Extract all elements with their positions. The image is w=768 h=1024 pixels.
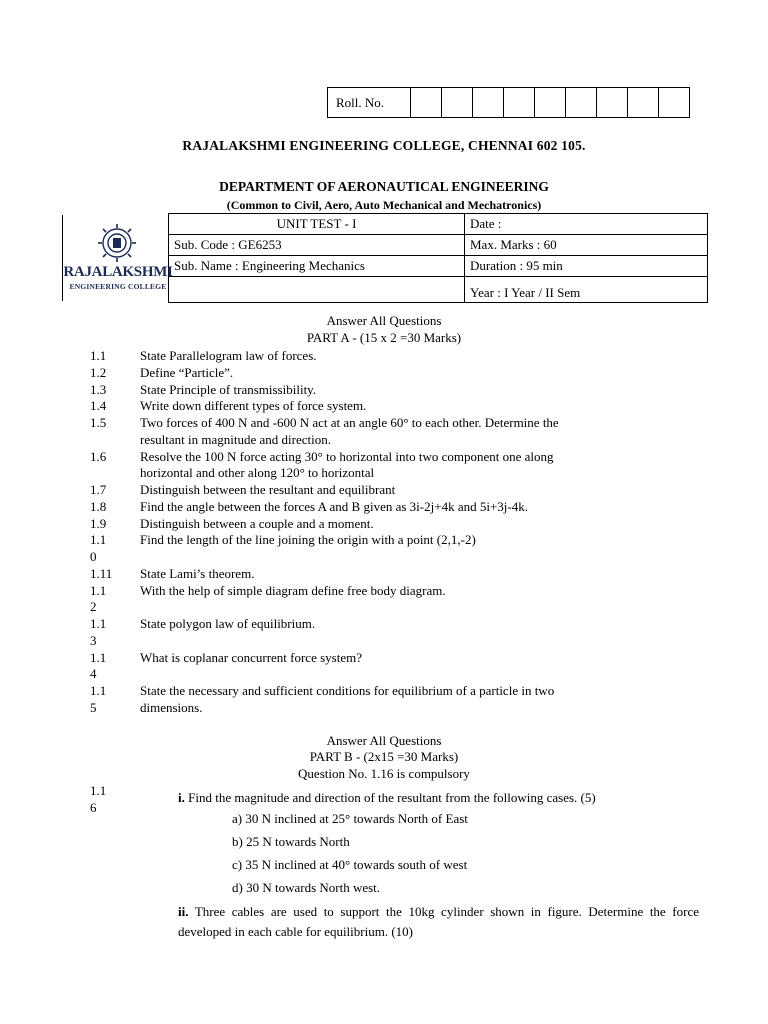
sub-code-cell: Sub. Code : GE6253 xyxy=(169,235,465,256)
question-number: 2 xyxy=(90,599,97,615)
question-number: 1.3 xyxy=(90,381,107,397)
question-i-text: Find the magnitude and direction of the resultant from the following cases. (5) xyxy=(184,790,596,805)
question-number: 1.1 xyxy=(90,783,107,798)
question-text: State Principle of transmissibility. xyxy=(140,381,317,397)
question-text: resultant in magnitude and direction. xyxy=(140,431,331,447)
question-number: 6 xyxy=(90,800,97,815)
part-b-question-ii xyxy=(178,902,699,942)
case-item: b) 25 N towards North xyxy=(232,834,350,849)
department-title: DEPARTMENT OF AERONAUTICAL ENGINEERING xyxy=(219,179,549,194)
empty-cell xyxy=(169,277,465,303)
roll-digit-cell xyxy=(411,88,442,118)
case-item: d) 30 N towards North west. xyxy=(232,880,381,895)
part-a-instruction: Answer All Questions xyxy=(326,313,442,328)
duration-cell: Duration : 95 min xyxy=(465,256,708,277)
question-ii-label: ii. xyxy=(178,904,189,919)
question-number: 1.9 xyxy=(90,515,107,531)
college-emblem-icon xyxy=(94,222,140,264)
question-number: 1.1 xyxy=(90,582,107,598)
year-cell: Year : I Year / II Sem xyxy=(465,277,708,303)
question-ii-text: Three cables are used to support the 10kg cylinder shown in figure. Determine the force developed in each cable for equilibrium. (10) xyxy=(178,904,699,939)
part-b-title: PART B - (2x15 =30 Marks) xyxy=(309,749,459,764)
roll-digit-cell xyxy=(566,88,597,118)
question-number: 1.6 xyxy=(90,448,107,464)
roll-digit-cell xyxy=(535,88,566,118)
question-text: Distinguish between a couple and a moment. xyxy=(140,515,374,531)
question-text: State Lami’s theorem. xyxy=(140,565,255,581)
question-text: State polygon law of equilibrium. xyxy=(140,616,316,631)
question-number: 4 xyxy=(90,666,97,682)
question-i-label: i. xyxy=(178,790,185,805)
college-logo xyxy=(62,214,173,303)
question-number: 1.2 xyxy=(90,364,107,380)
question-text: Resolve the 100 N force acting 30° to horizontal into two component one along xyxy=(140,448,554,464)
question-number: 1.7 xyxy=(90,482,107,497)
question-number: 1.4 xyxy=(90,398,107,414)
roll-digit-cell xyxy=(442,88,473,118)
part-a-title: PART A - (15 x 2 =30 Marks) xyxy=(306,330,462,345)
question-number: 1.1 xyxy=(90,532,107,548)
question-text: State Parallelogram law of forces. xyxy=(140,348,317,363)
college-name: RAJALAKSHMI ENGINEERING COLLEGE, CHENNAI 602 105. xyxy=(182,138,586,153)
question-text: Find the angle between the forces A and B given as 3i-2j+4k and 5i+3j-4k. xyxy=(140,498,528,514)
question-text: dimensions. xyxy=(140,699,203,715)
question-text: Write down different types of force system. xyxy=(140,398,367,414)
logo-text: RAJALAKSHMI xyxy=(63,264,173,280)
part-b-note: Question No. 1.16 is compulsory xyxy=(298,766,470,781)
common-subtitle: (Common to Civil, Aero, Auto Mechanical and Mechatronics) xyxy=(226,198,542,212)
case-item: c) 35 N inclined at 40° towards south of west xyxy=(232,857,468,872)
max-marks-cell: Max. Marks : 60 xyxy=(465,235,708,256)
roll-digit-cell xyxy=(504,88,535,118)
question-number: 1.1 xyxy=(90,683,107,698)
logo-subtext: ENGINEERING COLLEGE xyxy=(69,282,167,291)
roll-digit-cell xyxy=(628,88,659,118)
question-number: 1.11 xyxy=(90,565,113,581)
question-number: 1.8 xyxy=(90,498,107,514)
exam-header-table xyxy=(62,213,708,303)
roll-number-label: Roll. No. xyxy=(328,88,411,118)
question-text: State the necessary and sufficient conditions for equilibrium of a particle in two xyxy=(140,683,555,698)
case-item: a) 30 N inclined at 25° towards North of East xyxy=(232,811,468,826)
roll-digit-cell xyxy=(659,88,690,118)
question-number: 1.5 xyxy=(90,415,107,430)
roll-digit-cell xyxy=(473,88,504,118)
question-text: Distinguish between the resultant and equilibrant xyxy=(140,482,396,497)
part-b-instruction: Answer All Questions xyxy=(326,733,442,748)
part-b-question-i xyxy=(178,788,699,808)
unit-test-cell: UNIT TEST - I xyxy=(169,214,465,235)
question-text: With the help of simple diagram define free body diagram. xyxy=(140,582,446,598)
sub-name-cell: Sub. Name : Engineering Mechanics xyxy=(169,256,465,277)
question-text: horizontal and other along 120° to horizontal xyxy=(140,465,375,481)
question-text: What is coplanar concurrent force system? xyxy=(140,649,362,665)
question-number: 1.1 xyxy=(90,348,107,363)
question-text: Find the length of the line joining the origin with a point (2,1,-2) xyxy=(140,532,476,548)
question-number: 5 xyxy=(90,699,97,715)
question-number: 1.1 xyxy=(90,649,107,665)
roll-digit-cell xyxy=(597,88,628,118)
question-text: Define “Particle”. xyxy=(140,364,234,380)
question-number: 0 xyxy=(90,549,97,564)
question-number: 3 xyxy=(90,632,97,648)
question-text: Two forces of 400 N and -600 N act at an angle 60° to each other. Determine the xyxy=(140,415,559,430)
roll-number-box xyxy=(327,87,690,118)
date-cell: Date : xyxy=(465,214,708,235)
question-number: 1.1 xyxy=(90,616,107,631)
